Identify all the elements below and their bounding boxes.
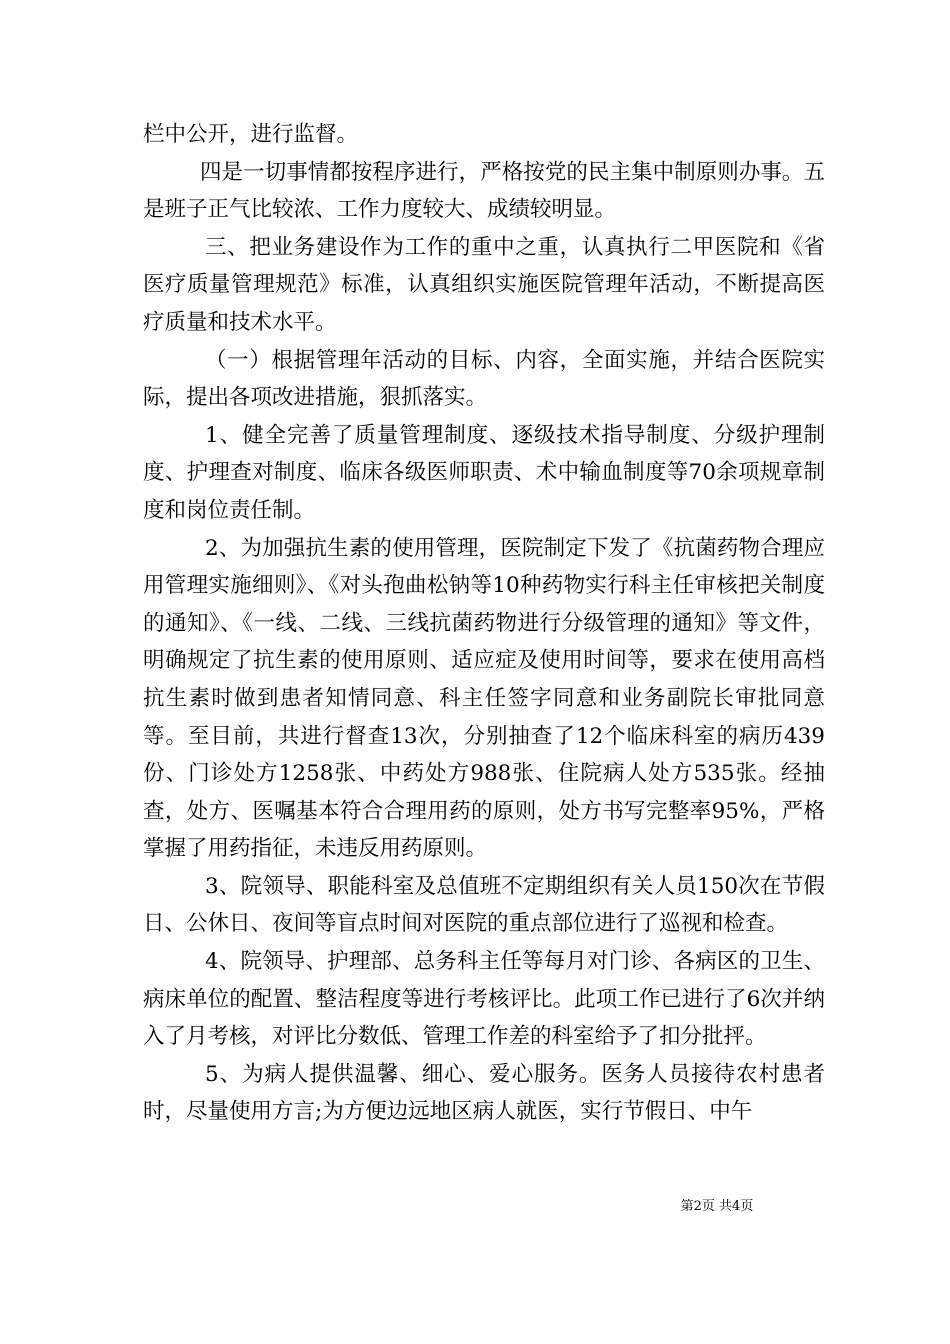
paragraph-3: 三、把业务建设作为工作的重中之重，认真执行二甲医院和《省医疗质量管理规范》标准，认真组织实施医院管理年活动，不断提高医疗质量和技术水平。 [143,234,825,335]
paragraph-7: 3、院领导、职能科室及总值班不定期组织有关人员150次在节假日、公休日、夜间等盲点时间对医院的重点部位进行了巡视和检查。 [143,873,825,937]
page-footer [0,1198,950,1216]
page-number: 第2页 共4页 [680,1199,754,1214]
paragraph-4: （一）根据管理年活动的目标、内容，全面实施，并结合医院实际，提出各项改进措施，狠抓落实。 [143,347,825,411]
paragraph-1: 栏中公开，进行监督。 [143,122,359,147]
paragraph-8: 4、院领导、护理部、总务科主任等每月对门诊、各病区的卫生、病床单位的配置、整洁程度等进行考核评比。此项工作已进行了6次并纳入了月考核，对评比分数低、管理工作差的科室给予了扣分批抨。 [143,949,825,1050]
paragraph-5: 1、健全完善了质量管理制度、逐级技术指导制度、分级护理制度、护理查对制度、临床各级医师职责、术中输血制度等70余项规章制度和岗位责任制。 [143,422,825,523]
paragraph-6: 2、为加强抗生素的使用管理，医院制定下发了《抗菌药物合理应用管理实施细则》、《对头孢曲松钠等10种药物实行科主任审核把关制度的通知》、《一线、二线、三线抗菌药物进行分级管理的通知》等文件，明确规定了抗生素的使用原则、适应症及使用时间等，要求在使用高档抗生素时做到患者知情同意、科主任签字同意和业务副院长审批同意等。至目前，共进行督查13次，分别抽查了12个临床科室的病历439份、门诊处方1258张、中药处方988张、住院病人处方535张。经抽查，处方、医嘱基本符合合理用药的原则，处方书写完整率95%，严格掌握了用药指征，未违反用药原则。 [143,535,825,862]
paragraph-9: 5、为病人提供温馨、细心、爱心服务。医务人员接待农村患者时，尽量使用方言;为方便边远地区病人就医，实行节假日、中午 [143,1061,825,1125]
document-body [143,116,825,1131]
paragraph-2: 四是一切事情都按程序进行，严格按党的民主集中制原则办事。五是班子正气比较浓、工作力度较大、成绩较明显。 [143,159,825,223]
